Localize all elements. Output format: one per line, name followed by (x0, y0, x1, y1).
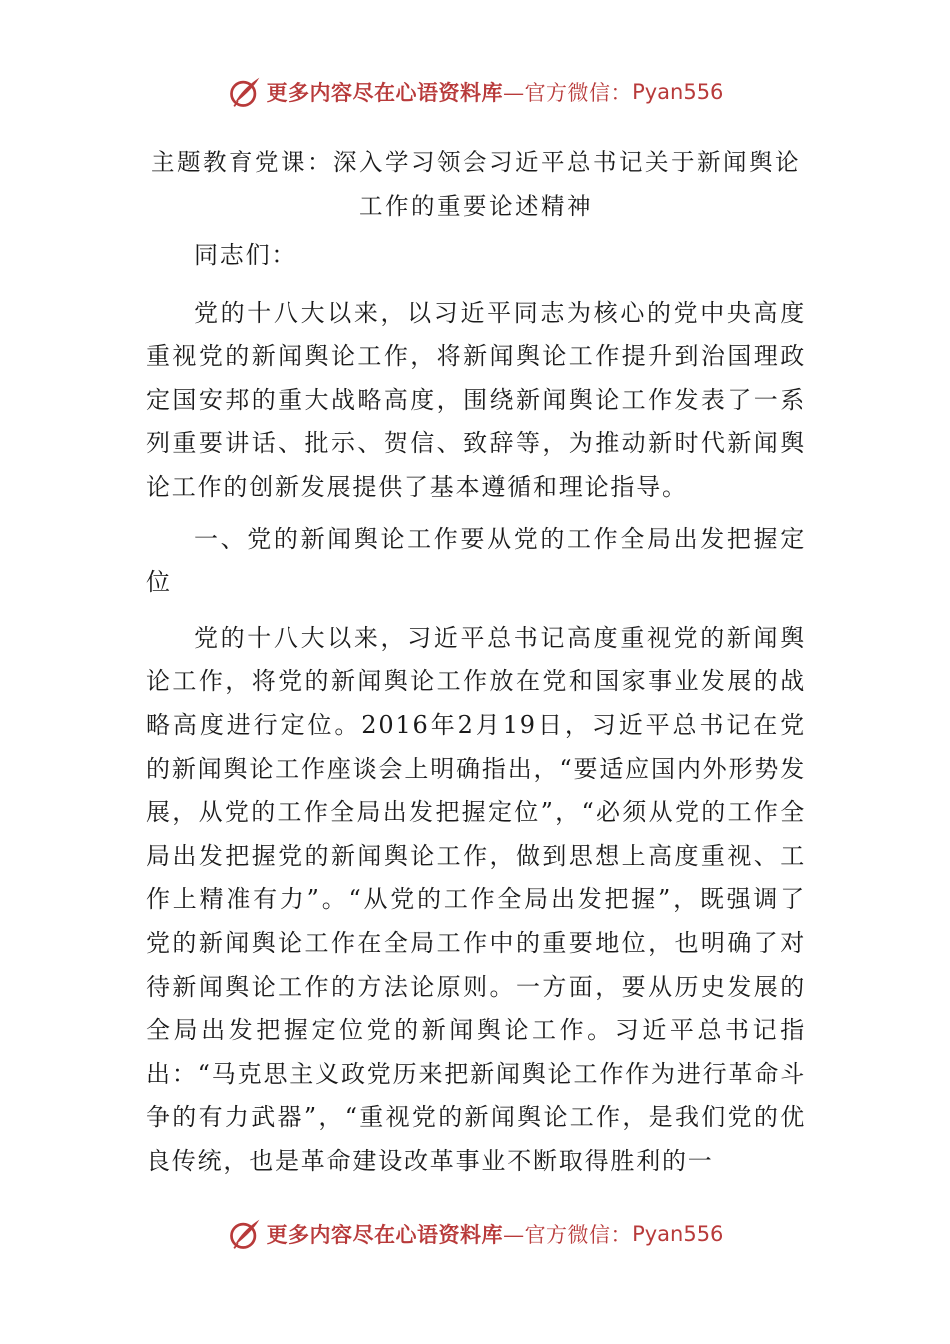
watermark-banner-bottom (0, 1212, 950, 1256)
watermark-contact-label: —官方微信： (503, 1223, 633, 1247)
salutation: 同志们： (194, 241, 298, 269)
document-title (126, 140, 826, 228)
watermark-promo-text: 更多内容尽在心语资料库 (266, 1222, 504, 1247)
paragraph-intro: 党的十八大以来，以习近平同志为核心的党中央高度重视党的新闻舆论工作，将新闻舆论工作提升到治国理政定国安邦的重大战略高度，围绕新闻舆论工作发表了一系列重要讲话、批示、贺信、致辞等，为推动新时代新闻舆论工作的创新发展提供了基本遵循和理论指导。 (146, 298, 806, 501)
section-heading-1: 一、党的新闻舆论工作要从党的工作全局出发把握定位 (146, 524, 806, 597)
document-body (146, 140, 806, 1183)
paragraph-section-1: 党的十八大以来，习近平总书记高度重视党的新闻舆论工作，将党的新闻舆论工作放在党和国家事业发展的战略高度进行定位。2016年2月19日，习近平总书记在党的新闻舆论工作座谈会上明确指出，“要适应国内外形势发展，从党的工作全局出发把握定位”，“必须从党的工作全局出发把握党的新闻舆论工作，做到思想上高度重视、工作上精准有力”。“从党的工作全局出发把握”，既强调了党的新闻舆论工作在全局工作中的重要地位，也明确了对待新闻舆论工作的方法论原则。一方面，要从历史发展的全局出发把握定位党的新闻舆论工作。习近平总书记指出：“马克思主义政党历来把新闻舆论工作作为进行革命斗争的有力武器”，“重视党的新闻舆论工作，是我们党的优良传统，也是革命建设改革事业不断取得胜利的一 (146, 623, 806, 1175)
title-line-1: 主题教育党课：深入学习领会习近平总书记关于新闻舆论 (151, 148, 801, 176)
watermark-wechat-id: Pyan556 (632, 1222, 724, 1246)
watermark-banner-top (0, 70, 950, 114)
quill-logo-icon (227, 1216, 263, 1252)
watermark-wechat-id: Pyan556 (632, 80, 724, 104)
quill-logo-icon (227, 74, 263, 110)
title-line-2: 工作的重要论述精神 (359, 192, 593, 220)
watermark-contact-label: —官方微信： (503, 81, 633, 105)
watermark-promo-text: 更多内容尽在心语资料库 (266, 80, 504, 105)
